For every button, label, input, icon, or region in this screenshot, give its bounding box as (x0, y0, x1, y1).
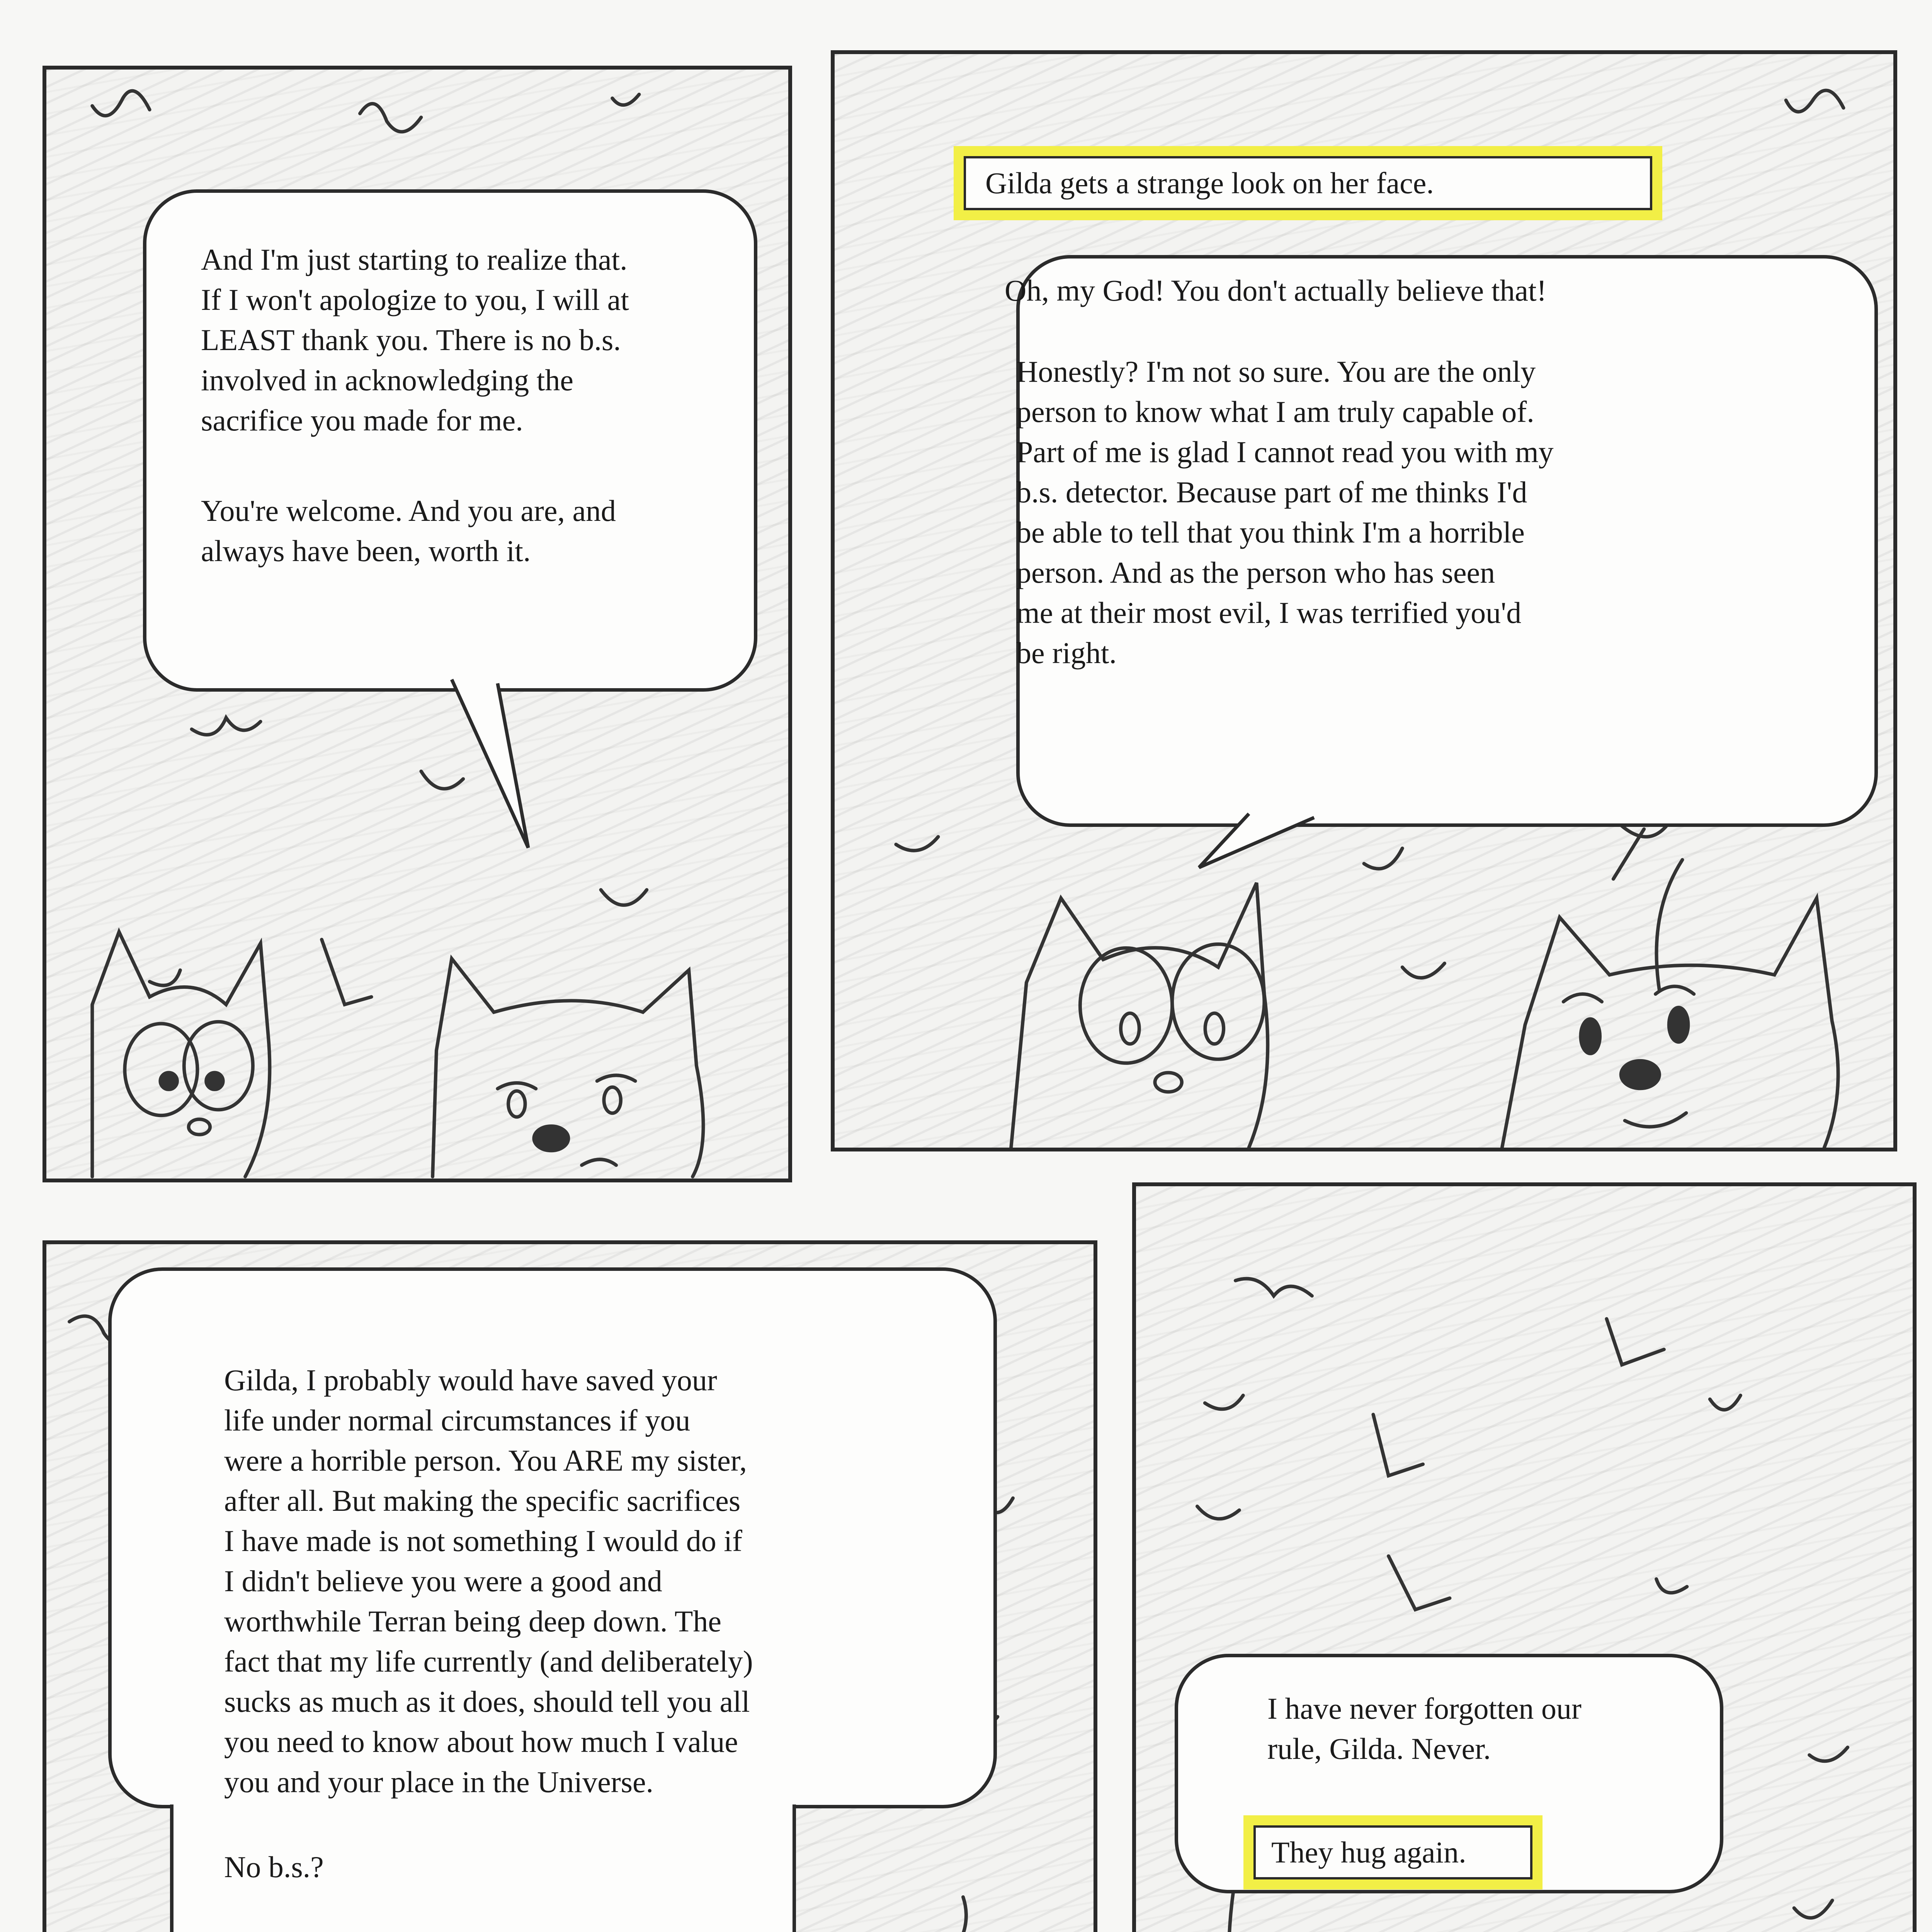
panel-2 (831, 50, 1897, 1151)
speech-text-2a: Oh, my God! You don't actually believe that! (1005, 274, 1547, 307)
speech-text-4a: I have never forgotten our rule, Gilda. Never. (1267, 1692, 1582, 1765)
speech-text-3b: No b.s.? (224, 1850, 324, 1884)
panel-1 (43, 66, 792, 1182)
speech-text-3a: Gilda, I probably would have saved your life under normal circumstances if you were a horrible person. You ARE my sister, after all. But making the specific sacrifices I have made is not something I would do if I didn't believe you were a good and worthwhile Terran being deep down. The fact that my life currently (and deliberately) sucks as much as it does, should tell you all you need to know about how much I value you and your place in the Universe. (224, 1363, 753, 1799)
caption-4: They hug again. (1252, 1824, 1534, 1881)
speech-text-1a: And I'm just starting to realize that. If I won't apologize to you, I will at LEAST thank you. There is no b.s. involved in acknowledging the sacrifice you made for me. (201, 243, 629, 437)
panel-4 (1132, 1182, 1917, 1932)
caption-2: Gilda gets a strange look on her face. (962, 155, 1654, 212)
panel-3 (43, 1240, 1097, 1932)
speech-text-1b: You're welcome. And you are, and always have been, worth it. (201, 494, 616, 568)
speech-text-2b: Honestly? I'm not so sure. You are the only person to know what I am truly capable of. Part of me is glad I cannot read you with my b.s. detector. Because part of me thinks I'd be able to tell that you think I'm a horrible person. And as the person who has seen me at their most evil, I was terrified you'd be right. (1016, 355, 1554, 670)
